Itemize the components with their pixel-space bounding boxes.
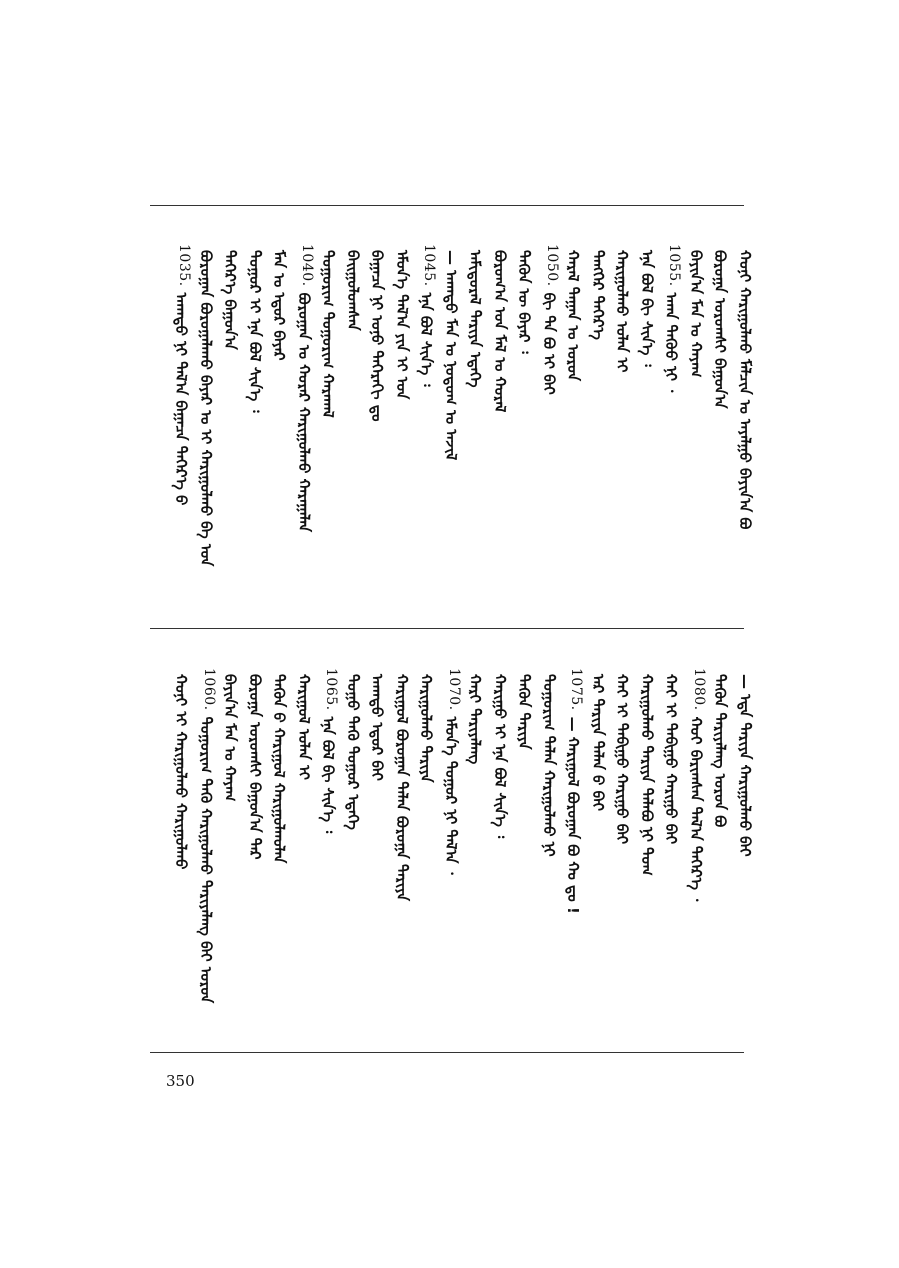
verse-line: [638, 668, 662, 1268]
verse-line: [271, 668, 295, 1268]
verse-text: ᠬᠠᠷᠢ ᠲᠠᠷᠢᠶᠠᠯᠠᠩ: [466, 674, 485, 765]
verse-line: [565, 668, 589, 1268]
verse-text: ᠡᠨᠡ ᠪᠣᠯ ᠪᠢ ᠰᠢᠨ᠎ᠡ ᠄: [319, 716, 338, 834]
verse-text: ᠬᠠᠷᠢᠭᠤᠯ ᠪᠣᠷᠣᠭᠠᠨ ᠲᠠᠯᠠᠨ ᠪᠣᠷᠣᠭᠠ ᠲᠠᠷᠢᠶᠠ: [393, 674, 411, 901]
verse-number: 1055.: [666, 244, 683, 287]
verse-text: ᠪᠠᠭᠠᠴᠠ ᠨᠢ ᠣᠨᠣ ᠳᠡᠭᠡᠷᠡᠬᠢ ᠳᠤ: [368, 250, 387, 422]
verse-text: ᠲᠣᠭᠣᠷᠢᠭ ᠲᠣᠭᠣᠷᠢᠭ ᠬᠠᠷᠠᠬᠠᠯ: [319, 250, 338, 418]
verse-text: ᠲᠡᠭᠦᠨ ᠲᠠᠷᠢᠶᠠ: [515, 674, 534, 750]
verse-line: [663, 668, 687, 1268]
verse-text: ᠮᠠᠨ ᠤ ᠡᠳᠦᠷ ᠪᠠᠶᠠᠷ: [270, 250, 289, 361]
verse-text: ᠪᠣᠷᠣᠭᠠ ᠤᠷᠤᠭᠰᠢ ᠪᠠᠭᠤᠨ᠎ᠠ ᠲᠠᠷ: [246, 674, 264, 860]
verse-text: ᠠᠷ ᠲᠠᠷᠢᠶᠠ ᠲᠠᠯᠠᠨ ᠪ ᠪᠠᠢ: [589, 674, 607, 812]
verse-number: 1040.: [299, 244, 315, 287]
verse-line: [540, 668, 564, 1268]
verse-line: [295, 668, 319, 1268]
verse-text: ᠬᠠᠷᠢᠭᠤᠯᠬᠤ ᠣᠯᠠᠨ ᠢ: [613, 250, 632, 373]
verse-text: ᠬᠠᠶ ᠢ ᠲᠠᠪᠢᠭᠤ ᠬᠠᠷᠢᠭᠤ ᠪᠠᠢ: [613, 674, 632, 845]
verse-text: ᠲᠣᠭᠣᠷ ᠢ ᠡᠨᠡ ᠪᠣᠯ ᠰᠢᠨ᠎ᠡ ᠄: [246, 250, 264, 413]
verse-text: ᠬᠣᠢ ᠪᠠᠷᠢᠭᠰᠠᠨ ᠲᠠᠯ᠎ᠠ ᠳᠡᠭᠡᠷ᠎ᠡ ᠂: [687, 716, 705, 902]
verse-number: 1060.: [201, 668, 217, 711]
page-number: 350: [166, 1072, 195, 1090]
verse-text: ᠲᠡᠭᠦᠨ ᠦ ᠪᠠᠶᠠᠷ ᠄: [515, 250, 534, 354]
verse-text: ᠪᠠᠶᠢᠨ᠎ᠠ ᠮᠠᠨ ᠤ ᠬᠠᠶᠠᠭ: [221, 674, 240, 802]
verse-number: 1075.: [568, 668, 585, 711]
verse-text: ᠳᠡᠭᠡᠷ᠎ᠡ ᠪᠠᠭᠤᠨ᠎ᠠ: [221, 250, 240, 350]
verse-text: ᠲᠡᠭᠦᠨ ᠲᠠᠷᠢᠶᠠᠯᠠᠩ ᠣᠷᠣᠨ ᠪᠣ: [711, 674, 730, 828]
verse-text: ᠪᠣᠷᠣᠭ᠎ᠠ ᠤᠨ ᠮᠠᠯ ᠤ ᠬᠤᠷᠠᠯ: [491, 250, 509, 413]
verse-line: [736, 668, 760, 1268]
verse-line: [418, 668, 442, 1268]
verse-text: ᠪᠣᠷᠣᠭᠠ ᠤᠷᠤᠭᠰᠢ ᠪᠠᠭᠤᠨ᠎ᠠ: [711, 250, 730, 409]
verse-line: [393, 668, 417, 1268]
verse-text: ᠬᠠᠷᠢᠭᠤ ᠢ ᠡᠨᠡ ᠪᠣᠯ ᠰᠢᠨ᠎ᠡ ᠄: [491, 674, 509, 839]
verse-line: [467, 668, 491, 1268]
verse-text: ᠪᠢ ᠲᠠ ᠪᠣ ᠢ ᠪᠠᠢ: [540, 292, 558, 395]
verse-line: [344, 668, 368, 1268]
verse-text: ᠬᠠᠷᠠᠯ ᠲᠠᠭᠠᠨ ᠤ ᠣᠷᠣᠨ: [564, 250, 583, 382]
verse-text: ᠲᠡᠭᠦᠨ ᠪ ᠬᠠᠷᠢᠭᠤᠯ ᠬᠠᠷᠢᠭᠤᠯᠬᠤᠯᠠᠨ: [270, 674, 289, 864]
verse-line: [491, 668, 515, 1268]
verse-text: ᠠᠮᠢᠳᠤᠷᠠᠯ ᠲᠠᠷᠢᠶᠠ ᠡᠳᠡᠭᠡ: [466, 250, 485, 388]
verse-text: — ᠬᠠᠷᠢᠭᠤᠯ ᠪᠣᠷᠣᠭᠠᠨ ᠪᠣ ᠬᠤ ᠳᠤ !: [564, 716, 583, 914]
verse-text: ᠪᠠᠢᠭᠤᠯᠤᠭᠰᠠᠨ: [344, 250, 362, 331]
verse-text: — ᠡᠳᠡ ᠲᠠᠷᠢᠶᠠ ᠬᠠᠷᠢᠭᠤᠯᠬᠤ ᠪᠠᠢ: [736, 674, 754, 857]
verse-line: [197, 668, 221, 1268]
verse-number: 1080.: [691, 668, 707, 711]
verse-text: ᠠᠬᠠᠳᠤ ᠨᠢ ᠲᠠᠯ᠎ᠠ ᠪᠠᠭᠠᠴᠠ ᠳᠡᠭᠡᠷ᠎ᠡ ᠪ: [172, 292, 191, 506]
verse-text: ᠲᠣᠭᠣᠷᠢᠭ ᠲᠠᠯᠠᠨ ᠬᠠᠷᠢᠭᠤᠯᠬᠤ ᠨᠢ: [540, 674, 558, 857]
verse-line: [687, 668, 711, 1268]
verse-line: [614, 668, 638, 1268]
verse-text: ᠪᠣᠷᠣᠭᠠᠨ ᠪᠣᠷᠣᠭᠠᠯᠠᠬᠤ ᠪᠠᠶᠠᠷ ᠤ ᠢ ᠬᠠᠷᠢᠭᠤᠯᠬᠤ ᠪᠠ ᠣᠨ: [197, 250, 215, 567]
verse-line: [246, 668, 270, 1268]
verse-number: 1050.: [544, 244, 560, 287]
verse-number: 1070.: [446, 668, 462, 711]
verse-text: ᠬᠠᠷᠢᠭᠤᠯᠬᠤ ᠲᠠᠷᠢᠶᠠ: [417, 674, 436, 783]
verse-line: [442, 668, 466, 1268]
verse-text: ᠲᠡᠩᠭᠡᠷ ᠳᠡᠭᠡᠷ᠎ᠡ: [589, 250, 607, 340]
verse-line: [173, 668, 197, 1268]
verse-line: [589, 668, 613, 1268]
verse-number: 1035.: [176, 244, 193, 287]
verse-text: ᠲᠣᠭᠣᠷᠢᠭ ᠳᠡᠭᠦ ᠬᠠᠷᠢᠭᠤᠯᠬᠤ ᠲᠠᠷᠢᠶᠠᠯᠠᠩ ᠪᠠᠢ ᠣᠷᠣᠨ: [197, 716, 215, 1004]
verse-text: ᠬᠠᠷᠢᠭᠤᠯᠬᠤ ᠲᠠᠷᠢᠶᠠ ᠲᠠᠯᠠᠪᠤ ᠨᠢ ᠲᠣᠭ: [638, 674, 656, 876]
verse-line: [712, 668, 736, 1268]
verse-text: ᠬᠣᠨᠢ ᠬᠠᠷᠢᠭᠤᠯᠬᠤ ᠮᠠᠯᠴᠢᠨ ᠤ ᠠᠶᠠᠯᠭᠤ ᠪᠠᠶᠢᠨ᠎ᠠ ᠪᠣ: [736, 250, 754, 530]
verse-text: ᠬᠠᠶ ᠢ ᠲᠠᠪᠢᠭᠤ ᠬᠠᠷᠢᠭᠤ ᠪᠠᠢ: [662, 674, 681, 845]
verse-line: [516, 668, 540, 1268]
verse-text: ᠪᠠᠶᠢᠨ᠎ᠠ ᠮᠠᠨ ᠤ ᠬᠠᠶᠠᠭ: [687, 250, 705, 378]
verse-line: [369, 668, 393, 1268]
verse-number: 1065.: [323, 668, 340, 711]
verse-text: — ᠠᠬᠠᠳᠤ ᠮᠠᠨ ᠤ ᠨᠤᠲᠤᠭ ᠤ ᠠᠵᠢᠯ: [442, 250, 460, 461]
verse-text: ᠡᠮᠦᠨ᠎ᠡ ᠲᠣᠭᠣᠷ ᠨᠢ ᠲᠠᠯ᠎ᠠ ᠂: [442, 716, 460, 875]
verse-text: ᠠᠬᠠᠳᠤ ᠡᠳᠦᠷ ᠪᠠᠢ: [368, 674, 387, 781]
verse-text: ᠡᠨᠡ ᠪᠣᠯ ᠰᠢᠨ᠎ᠡ ᠄: [417, 292, 436, 387]
verse-text: ᠡᠨᠡ ᠪᠣᠯ ᠪᠢ ᠰᠢᠨ᠎ᠡ ᠄: [638, 250, 656, 367]
verse-text: ᠬᠠᠷᠢᠭᠤᠯ ᠣᠯᠠᠨ ᠢ: [295, 674, 313, 781]
verse-text: ᠪᠣᠷᠣᠭᠠᠨ ᠤ ᠬᠤᠷᠠᠷ ᠬᠠᠷᠢᠭᠤᠯᠬᠤ ᠬᠠᠷᠠᠭᠠᠯᠠᠨ: [295, 292, 313, 533]
verse-line: [320, 668, 344, 1268]
verse-text: ᠠᠬᠠ ᠳᠡᠭᠦᠦ ᠨᠢ ᠂: [662, 292, 681, 393]
verse-number: 1045.: [421, 244, 438, 287]
verse-text: ᠲᠣᠭᠣ ᠳᠡᠭᠦ ᠲᠣᠭᠣᠷ ᠡᠳᠡᠭᠡ: [344, 674, 362, 830]
verse-text: ᠡᠮᠦᠨ᠎ᠡ ᠲᠠᠯ᠎ᠠ ᠶᠢᠨ ᠢ ᠡᠳ: [393, 250, 411, 400]
top-rule: [150, 205, 744, 206]
verse-text: ᠬᠣᠨᠢ ᠢ ᠬᠠᠷᠢᠭᠤᠯᠬᠤ ᠬᠠᠷᠢᠭᠤᠯᠬᠤ: [172, 674, 191, 870]
verse-line: [222, 668, 246, 1268]
